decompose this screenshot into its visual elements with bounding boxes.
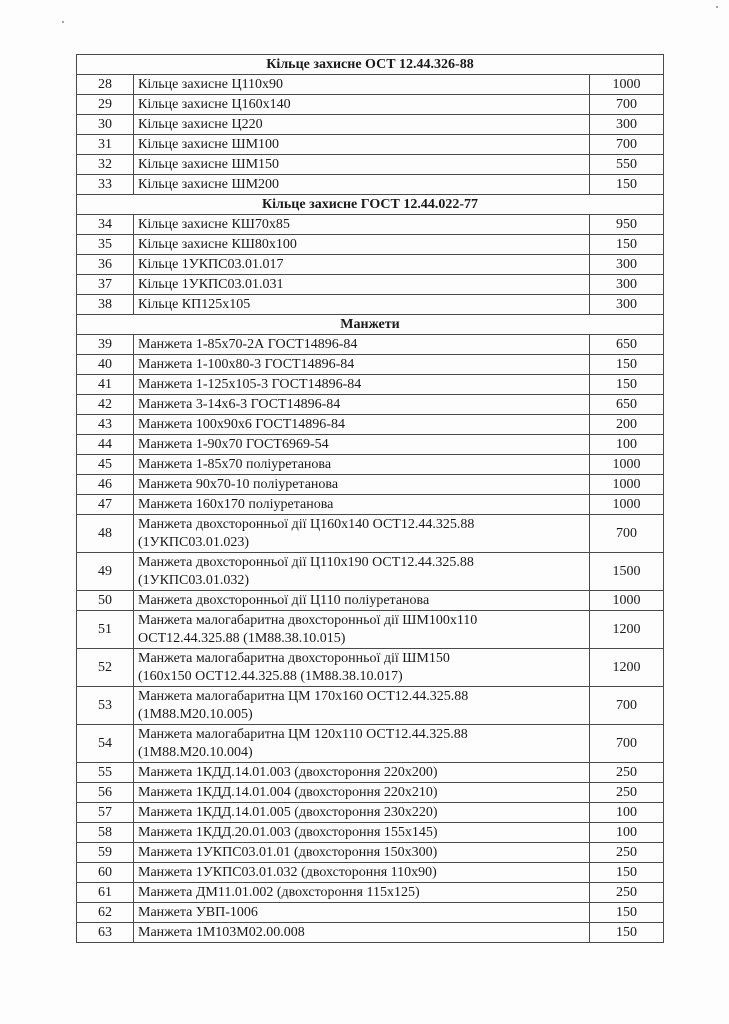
item-name: [134, 355, 590, 375]
item-name: [134, 215, 590, 235]
item-name: [134, 495, 590, 515]
item-name-line: Манжета ДМ11.01.002 (двохстороння 115х125): [138, 884, 420, 900]
table-row: [77, 823, 664, 843]
table-row: [77, 215, 664, 235]
item-name-line: Манжета 1-100х80-3 ГОСТ14896-84: [138, 356, 355, 372]
table-row: [77, 883, 664, 903]
row-number: 30: [77, 115, 134, 135]
item-name: [134, 175, 590, 195]
item-name-line: Кільце 1УКПС03.01.031: [138, 276, 284, 292]
section-title: Манжети: [77, 315, 664, 335]
section-header-row: [77, 315, 664, 335]
item-name-line: Манжета 1КДД.14.01.005 (двохстороння 230х220): [138, 804, 438, 820]
row-number: 32: [77, 155, 134, 175]
item-quantity: 700: [590, 135, 664, 155]
item-name-line: Манжета двохсторонньої дії Ц110х190 ОСТ12.44.325.88: [138, 554, 474, 570]
table-row: [77, 725, 664, 763]
item-name: [134, 725, 590, 763]
table-row: [77, 295, 664, 315]
item-name: [134, 863, 590, 883]
item-name: [134, 295, 590, 315]
table-row: [77, 155, 664, 175]
row-number: 59: [77, 843, 134, 863]
row-number: 51: [77, 611, 134, 649]
table-row: [77, 135, 664, 155]
item-name-line: Манжета двохсторонньої дії Ц110 поліуретанова: [138, 592, 430, 608]
row-number: 45: [77, 455, 134, 475]
item-name: [134, 235, 590, 255]
item-quantity: 250: [590, 763, 664, 783]
section-header-row: [77, 55, 664, 75]
item-name-line: Манжета 3-14х6-3 ГОСТ14896-84: [138, 396, 341, 412]
item-quantity: 650: [590, 395, 664, 415]
table-row: [77, 843, 664, 863]
item-name-line: Манжета 1УКПС03.01.032 (двохстороння 110х90): [138, 864, 437, 880]
row-number: 55: [77, 763, 134, 783]
item-name-line: Манжета 100х90х6 ГОСТ14896-84: [138, 416, 345, 432]
item-name: [134, 903, 590, 923]
item-quantity: 150: [590, 923, 664, 943]
item-quantity: 100: [590, 435, 664, 455]
table-row: [77, 375, 664, 395]
item-name: [134, 763, 590, 783]
item-name: [134, 415, 590, 435]
scan-dust-mark: [716, 6, 718, 8]
row-number: 39: [77, 335, 134, 355]
item-name: [134, 455, 590, 475]
row-number: 37: [77, 275, 134, 295]
item-name-line: Кільце захисне Ц220: [138, 116, 263, 132]
row-number: 50: [77, 591, 134, 611]
item-name: [134, 687, 590, 725]
item-name: [134, 553, 590, 591]
item-name-line: Манжета 1УКПС03.01.01 (двохстороння 150х300): [138, 844, 438, 860]
item-name: [134, 515, 590, 553]
item-name: [134, 611, 590, 649]
item-name: [134, 649, 590, 687]
item-name-line: Манжета малогабаритна ЦМ 170х160 ОСТ12.44.325.88: [138, 688, 469, 704]
item-quantity: 150: [590, 175, 664, 195]
item-name: [134, 435, 590, 455]
item-name-line: Манжета малогабаритна ЦМ 120х110 ОСТ12.44.325.88: [138, 726, 468, 742]
item-name: [134, 395, 590, 415]
row-number: 57: [77, 803, 134, 823]
section-title: Кільце захисне ГОСТ 12.44.022-77: [77, 195, 664, 215]
item-name: [134, 135, 590, 155]
table-row: [77, 455, 664, 475]
item-quantity: 550: [590, 155, 664, 175]
row-number: 41: [77, 375, 134, 395]
item-quantity: 300: [590, 255, 664, 275]
item-name-line: (1М88.М20.10.005): [138, 706, 253, 722]
row-number: 49: [77, 553, 134, 591]
item-quantity: 150: [590, 235, 664, 255]
item-name: [134, 255, 590, 275]
item-quantity: 250: [590, 783, 664, 803]
row-number: 28: [77, 75, 134, 95]
item-name: [134, 803, 590, 823]
item-quantity: 1500: [590, 553, 664, 591]
item-name-line: Манжета УВП-1006: [138, 904, 258, 920]
item-name-line: Манжета 1М103М02.00.008: [138, 924, 305, 940]
item-name-line: Кільце захисне ШМ100: [138, 136, 280, 152]
item-name: [134, 375, 590, 395]
item-name-line: Манжета 1КДД.20.01.003 (двохстороння 155х145): [138, 824, 438, 840]
item-name-line: Манжета 1-90х70 ГОСТ6969-54: [138, 436, 329, 452]
item-quantity: 1200: [590, 611, 664, 649]
item-quantity: 1000: [590, 591, 664, 611]
row-number: 47: [77, 495, 134, 515]
item-name: [134, 843, 590, 863]
item-quantity: 150: [590, 355, 664, 375]
item-name-line: Манжета малогабаритна двохсторонньої дії ШМ100х110: [138, 612, 478, 628]
item-name: [134, 823, 590, 843]
item-name-line: Кільце захисне ШМ150: [138, 156, 280, 172]
item-name-line: Кільце КП125х105: [138, 296, 251, 312]
item-name-line: Манжета 1-85х70-2А ГОСТ14896-84: [138, 336, 358, 352]
item-name-line: Кільце 1УКПС03.01.017: [138, 256, 284, 272]
table-row: [77, 175, 664, 195]
table-row: [77, 335, 664, 355]
table-row: [77, 923, 664, 943]
row-number: 40: [77, 355, 134, 375]
item-name: [134, 95, 590, 115]
table-row: [77, 235, 664, 255]
item-quantity: 1000: [590, 475, 664, 495]
row-number: 62: [77, 903, 134, 923]
row-number: 36: [77, 255, 134, 275]
item-name: [134, 923, 590, 943]
item-quantity: 1000: [590, 495, 664, 515]
item-name: [134, 783, 590, 803]
item-name: [134, 883, 590, 903]
item-quantity: 950: [590, 215, 664, 235]
item-name: [134, 591, 590, 611]
item-quantity: 1000: [590, 75, 664, 95]
table-row: [77, 763, 664, 783]
item-quantity: 700: [590, 725, 664, 763]
table-row: [77, 553, 664, 591]
row-number: 63: [77, 923, 134, 943]
item-quantity: 300: [590, 295, 664, 315]
row-number: 54: [77, 725, 134, 763]
section-title: Кільце захисне ОСТ 12.44.326-88: [77, 55, 664, 75]
row-number: 34: [77, 215, 134, 235]
table-row: [77, 435, 664, 455]
item-name-line: Кільце захисне ШМ200: [138, 176, 280, 192]
item-quantity: 100: [590, 803, 664, 823]
item-name-line: (160х150 ОСТ12.44.325.88 (1М88.38.10.017): [138, 668, 403, 684]
item-name-line: Манжета малогабаритна двохсторонньої дії ШМ150: [138, 650, 450, 666]
item-name-line: Манжета двохсторонньої дії Ц160х140 ОСТ12.44.325.88: [138, 516, 475, 532]
item-name-line: ОСТ12.44.325.88 (1М88.38.10.015): [138, 630, 346, 646]
table-row: [77, 903, 664, 923]
row-number: 58: [77, 823, 134, 843]
item-name-line: Манжета 160х170 поліуретанова: [138, 496, 334, 512]
table-row: [77, 415, 664, 435]
row-number: 38: [77, 295, 134, 315]
row-number: 29: [77, 95, 134, 115]
item-name: [134, 335, 590, 355]
table-row: [77, 515, 664, 553]
item-name-line: Кільце захисне КШ70х85: [138, 216, 290, 232]
item-quantity: 300: [590, 275, 664, 295]
row-number: 33: [77, 175, 134, 195]
table-row: [77, 475, 664, 495]
parts-table: [76, 54, 664, 943]
section-header-row: [77, 195, 664, 215]
row-number: 53: [77, 687, 134, 725]
item-quantity: 1200: [590, 649, 664, 687]
row-number: 43: [77, 415, 134, 435]
item-name-line: Манжета 90х70-10 поліуретанова: [138, 476, 339, 492]
item-name-line: Манжета 1-85х70 поліуретанова: [138, 456, 332, 472]
item-quantity: 150: [590, 863, 664, 883]
scan-dust-mark: [62, 21, 64, 23]
table-row: [77, 649, 664, 687]
row-number: 44: [77, 435, 134, 455]
item-name-line: Манжета 1КДД.14.01.003 (двохстороння 220х200): [138, 764, 438, 780]
item-name-line: Кільце захисне Ц110х90: [138, 76, 284, 92]
item-quantity: 250: [590, 883, 664, 903]
item-name: [134, 155, 590, 175]
item-quantity: 200: [590, 415, 664, 435]
item-name: [134, 75, 590, 95]
table-row: [77, 115, 664, 135]
item-name-line: (1УКПС03.01.023): [138, 534, 250, 550]
item-quantity: 100: [590, 823, 664, 843]
row-number: 52: [77, 649, 134, 687]
item-name-line: Манжета 1-125х105-3 ГОСТ14896-84: [138, 376, 362, 392]
item-name: [134, 475, 590, 495]
item-name-line: Кільце захисне Ц160х140: [138, 96, 291, 112]
table-row: [77, 275, 664, 295]
table-row: [77, 783, 664, 803]
table-row: [77, 355, 664, 375]
row-number: 31: [77, 135, 134, 155]
item-quantity: 700: [590, 687, 664, 725]
parts-table-body: [77, 55, 664, 943]
table-row: [77, 395, 664, 415]
item-quantity: 700: [590, 95, 664, 115]
item-quantity: 250: [590, 843, 664, 863]
row-number: 61: [77, 883, 134, 903]
row-number: 56: [77, 783, 134, 803]
item-quantity: 300: [590, 115, 664, 135]
item-name-line: (1М88.М20.10.004): [138, 744, 253, 760]
item-name: [134, 115, 590, 135]
table-row: [77, 95, 664, 115]
row-number: 46: [77, 475, 134, 495]
table-row: [77, 803, 664, 823]
table-row: [77, 255, 664, 275]
item-quantity: 1000: [590, 455, 664, 475]
item-quantity: 150: [590, 903, 664, 923]
table-row: [77, 75, 664, 95]
item-name: [134, 275, 590, 295]
row-number: 48: [77, 515, 134, 553]
row-number: 42: [77, 395, 134, 415]
item-quantity: 700: [590, 515, 664, 553]
table-row: [77, 495, 664, 515]
table-row: [77, 591, 664, 611]
row-number: 35: [77, 235, 134, 255]
item-name-line: (1УКПС03.01.032): [138, 572, 250, 588]
item-name-line: Кільце захисне КШ80х100: [138, 236, 297, 252]
table-row: [77, 687, 664, 725]
item-quantity: 650: [590, 335, 664, 355]
table-row: [77, 863, 664, 883]
row-number: 60: [77, 863, 134, 883]
item-name-line: Манжета 1КДД.14.01.004 (двохстороння 220х210): [138, 784, 438, 800]
table-row: [77, 611, 664, 649]
item-quantity: 150: [590, 375, 664, 395]
